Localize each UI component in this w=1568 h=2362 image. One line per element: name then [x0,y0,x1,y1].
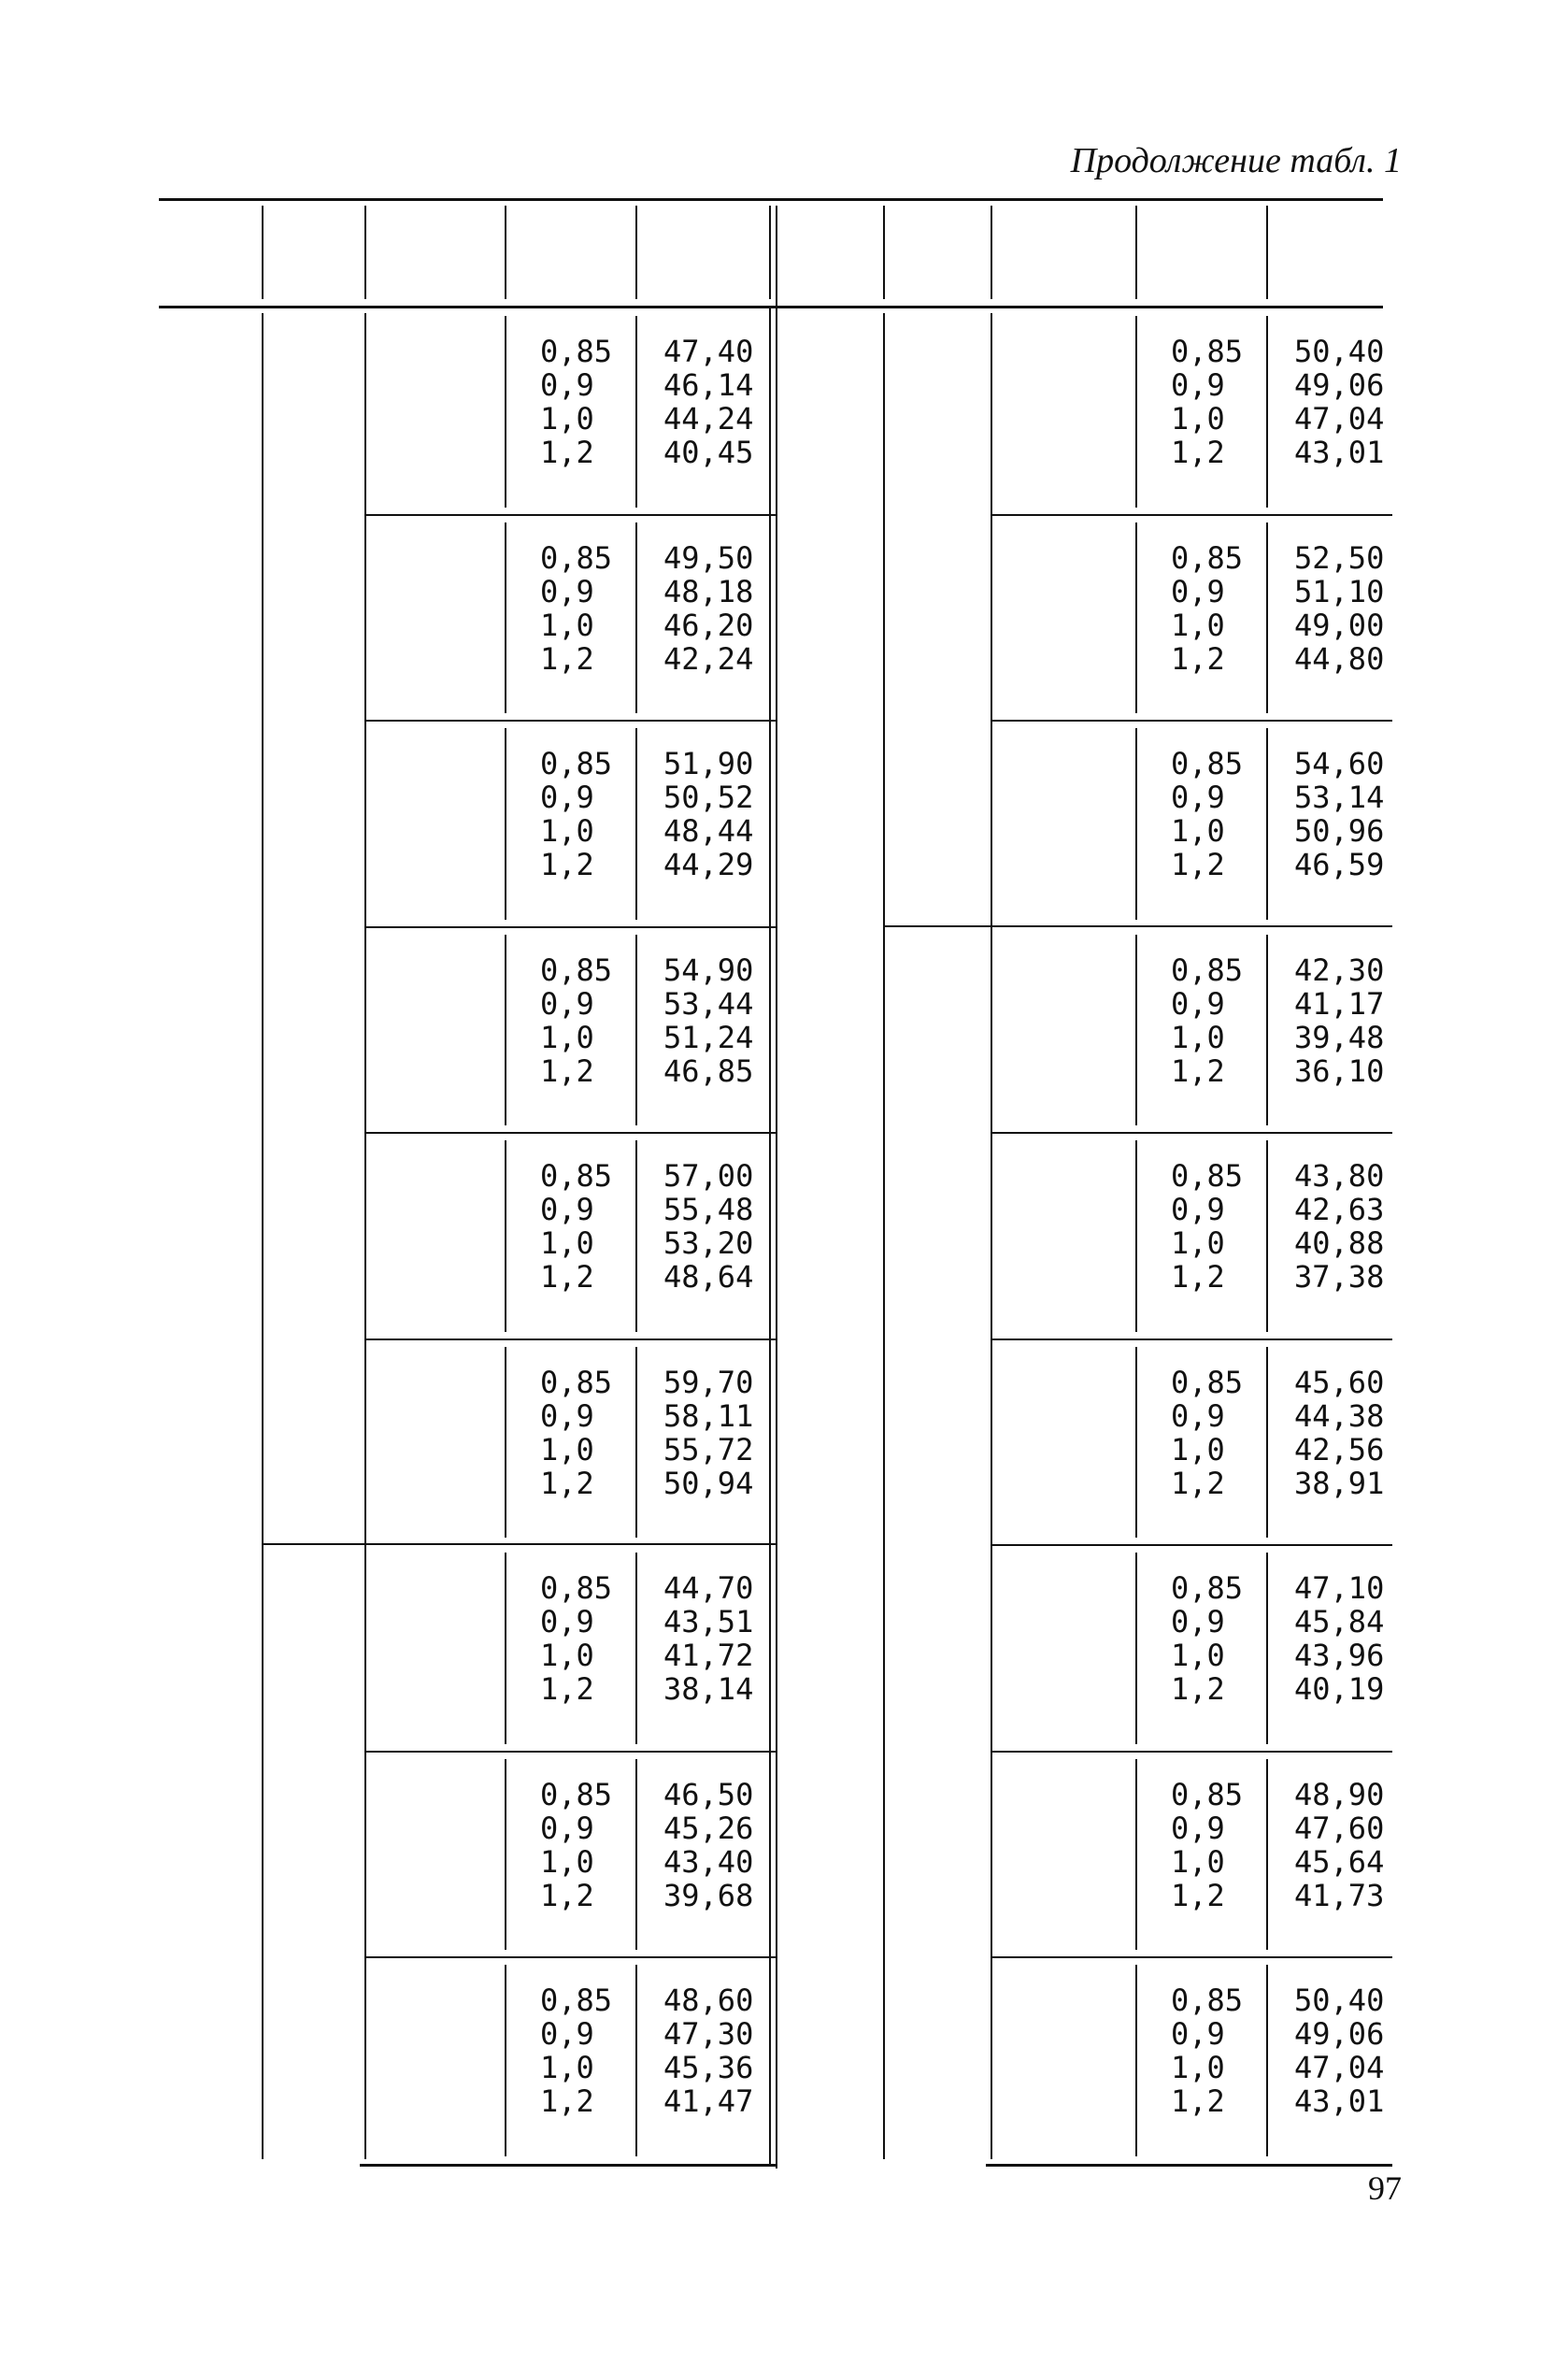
column-rule [1135,1553,1137,1744]
column-rule [1266,935,1268,1126]
qud-value: 55,48 [663,1192,754,1227]
c-value: 1,2 [540,1671,594,1707]
T-value [883,927,991,2164]
column-rule [1135,935,1137,1126]
rule-line [159,198,1383,201]
c-values [1171,1983,1243,2118]
c-value: 1,2 [540,847,594,882]
c-value: 1,0 [1171,1225,1225,1261]
c-value: 0,9 [1171,780,1225,815]
qud-value: 37,38 [1294,1259,1385,1295]
c-value: 0,9 [540,573,594,609]
header-T [883,220,991,294]
qud-value: 44,80 [1294,640,1385,677]
qud-value: 50,40 [1294,334,1385,369]
column-rule [1135,1347,1137,1539]
n-value [991,927,1135,1134]
column-rule [262,206,264,299]
column-rule [1135,728,1137,920]
qud-values [663,1159,753,1294]
c-value: 0,85 [540,1570,613,1606]
column-rule [776,206,777,2169]
qud-values [1294,747,1384,881]
column-rule [1135,206,1137,299]
c-values [540,953,612,1088]
header-T [262,220,364,294]
c-value: 1,0 [540,1843,594,1880]
column-rule [1266,206,1268,299]
header-C [505,220,635,294]
q20-value [776,308,883,2164]
c-values [540,1159,612,1294]
c-values [1171,1366,1243,1500]
qud-value: 59,70 [663,1364,754,1400]
c-value: 1,2 [540,1052,594,1089]
qud-value: 51,24 [663,1019,754,1055]
qud-value: 46,50 [663,1776,754,1812]
qud-values [1294,1778,1384,1912]
c-value: 1,0 [1171,401,1225,437]
qud-value: 42,63 [1294,1192,1385,1227]
c-value: 0,85 [1171,746,1244,781]
c-value: 1,2 [540,640,594,677]
column-rule [769,308,771,2164]
c-value: 0,9 [540,1397,594,1434]
column-rule [635,1553,637,1744]
c-value: 1,0 [540,607,594,643]
n-value [364,1957,505,2164]
qud-value: 48,90 [1294,1776,1385,1812]
qud-value: 43,80 [1294,1158,1385,1194]
qud-value: 36,10 [1294,1052,1385,1089]
c-value: 1,0 [540,813,594,849]
qud-value: 47,30 [663,2016,754,2052]
c-value: 1,2 [1171,2083,1225,2119]
column-rule [635,935,637,1126]
c-value: 0,9 [540,2016,594,2052]
qud-value: 46,59 [1294,847,1385,882]
rule-line [986,2164,1392,2167]
qud-values [663,953,753,1088]
column-rule [1266,728,1268,920]
c-value: 0,85 [540,1364,613,1400]
c-value: 1,2 [1171,435,1225,470]
n-value [991,1545,1135,1752]
c-values [1171,1571,1243,1706]
qud-value: 46,85 [663,1052,754,1089]
qud-value: 49,50 [663,539,754,576]
c-value: 1,0 [1171,813,1225,849]
qud-value: 49,00 [1294,607,1385,643]
header-n [991,220,1135,294]
c-value: 0,85 [540,952,613,988]
n-value [364,308,505,515]
n-value [364,1545,505,1752]
qud-value: 50,96 [1294,813,1385,849]
column-rule [1135,523,1137,714]
n-value [991,1133,1135,1339]
column-rule [505,728,506,920]
c-value: 0,85 [1171,1983,1244,2018]
qud-values [663,1778,753,1912]
qud-value: 38,14 [663,1671,754,1707]
qud-value: 53,14 [1294,780,1385,815]
column-rule [635,1140,637,1332]
c-values [1171,747,1243,881]
qud-value: 55,72 [663,1431,754,1467]
c-value: 0,9 [540,1604,594,1639]
column-rule [883,206,885,299]
c-value: 1,2 [1171,847,1225,882]
header-n [364,220,505,294]
c-value: 0,9 [1171,1192,1225,1227]
c-value: 1,0 [540,1638,594,1673]
qud-values [663,541,753,676]
qud-value: 53,20 [663,1225,754,1261]
c-value: 1,0 [1171,1638,1225,1673]
n-value [991,1339,1135,1546]
column-rule [1135,1140,1137,1332]
n-value [364,515,505,722]
c-values [1171,953,1243,1088]
qud-value: 53,44 [663,985,754,1022]
c-value: 0,9 [540,1192,594,1227]
c-value: 1,0 [540,1019,594,1055]
qud-values [1294,1983,1384,2118]
qud-value: 40,19 [1294,1671,1385,1707]
c-values [540,1983,612,2118]
c-value: 0,9 [540,780,594,815]
column-rule [505,1140,506,1332]
c-value: 0,9 [540,985,594,1022]
qud-value: 41,73 [1294,1877,1385,1913]
column-rule [635,1759,637,1951]
column-rule [635,1347,637,1539]
c-values [540,1778,612,1912]
c-value: 0,85 [1171,1364,1244,1400]
column-rule [635,206,637,299]
column-rule [1266,1965,1268,2156]
c-value: 1,0 [540,1225,594,1261]
qud-values [663,1983,753,2118]
qud-value: 50,94 [663,1465,754,1501]
n-value [991,1957,1135,2164]
qud-value: 42,30 [1294,952,1385,988]
c-value: 1,0 [540,401,594,437]
c-value: 0,85 [1171,539,1244,576]
c-value: 1,2 [1171,640,1225,677]
qud-values [1294,541,1384,676]
c-value: 0,85 [1171,1776,1244,1812]
qud-value: 47,04 [1294,401,1385,437]
qud-value: 41,72 [663,1638,754,1673]
header-q [635,220,766,294]
column-rule [635,1965,637,2156]
column-rule [1266,1347,1268,1539]
qud-value: 42,24 [663,640,754,677]
column-rule [635,728,637,920]
qud-value: 38,91 [1294,1465,1385,1501]
c-value: 0,85 [540,746,613,781]
qud-value: 47,60 [1294,1810,1385,1846]
qud-value: 48,64 [663,1259,754,1295]
qud-value: 43,51 [663,1604,754,1639]
qud-value: 50,40 [1294,1983,1385,2018]
column-rule [1266,1553,1268,1744]
c-values [1171,335,1243,469]
column-rule [505,523,506,714]
c-value: 1,2 [1171,1259,1225,1295]
n-value [364,721,505,927]
c-values [540,1366,612,1500]
c-values [1171,1159,1243,1294]
n-value [991,308,1135,515]
c-values [540,747,612,881]
qud-value: 39,48 [1294,1019,1385,1055]
column-rule [505,935,506,1126]
qud-values [1294,335,1384,469]
c-values [540,1571,612,1706]
qud-value: 45,64 [1294,1843,1385,1880]
qud-values [663,747,753,881]
qud-value: 46,14 [663,367,754,403]
c-value: 0,85 [1171,1570,1244,1606]
qud-value: 58,11 [663,1397,754,1434]
c-value: 0,9 [540,1810,594,1846]
n-value [364,1133,505,1339]
column-rule [1266,1140,1268,1332]
header-q [1266,220,1383,294]
qud-values [1294,953,1384,1088]
T-value [262,308,364,1545]
qud-value: 41,47 [663,2083,754,2119]
qud-value: 54,60 [1294,746,1385,781]
qud-values [1294,1571,1384,1706]
c-value: 1,2 [540,1259,594,1295]
n-value [364,927,505,1134]
c-value: 1,2 [540,435,594,470]
c-value: 1,2 [540,2083,594,2119]
qud-value: 48,44 [663,813,754,849]
column-rule [505,1553,506,1744]
qud-value: 47,04 [1294,2050,1385,2085]
rule-line [262,1543,776,1545]
T-value [262,1545,364,2164]
c-value: 1,0 [1171,1431,1225,1467]
qud-value: 41,17 [1294,985,1385,1022]
c-value: 1,2 [1171,1465,1225,1501]
qud-value: 45,36 [663,2050,754,2085]
qud-value: 44,29 [663,847,754,882]
c-value: 0,9 [1171,1810,1225,1846]
qud-value: 45,84 [1294,1604,1385,1639]
c-value: 0,9 [1171,367,1225,403]
qud-values [663,335,753,469]
qud-value: 42,56 [1294,1431,1385,1467]
qud-values [663,1571,753,1706]
c-value: 0,9 [1171,1604,1225,1639]
column-rule [769,206,771,299]
rule-line [360,2164,776,2167]
c-value: 1,2 [1171,1671,1225,1707]
c-value: 0,85 [540,1983,613,2018]
column-rule [505,206,506,299]
qud-value: 49,06 [1294,367,1385,403]
qud-values [1294,1159,1384,1294]
c-values [540,335,612,469]
column-rule [505,1347,506,1539]
qud-value: 50,52 [663,780,754,815]
c-value: 0,85 [540,1776,613,1812]
n-value [991,515,1135,722]
qud-value: 40,88 [1294,1225,1385,1261]
c-value: 1,2 [1171,1052,1225,1089]
c-value: 1,0 [540,2050,594,2085]
header-C [1135,220,1266,294]
column-rule [991,206,992,299]
qud-value: 51,10 [1294,573,1385,609]
qud-value: 39,68 [663,1877,754,1913]
T-value [883,308,991,927]
header-q20 [776,220,883,294]
c-values [540,541,612,676]
c-value: 0,9 [1171,2016,1225,2052]
c-values [1171,541,1243,676]
column-rule [505,316,506,508]
qud-value: 49,06 [1294,2016,1385,2052]
qud-value: 48,18 [663,573,754,609]
qud-value: 45,60 [1294,1364,1385,1400]
c-value: 0,85 [1171,1158,1244,1194]
c-value: 0,9 [540,367,594,403]
c-value: 0,85 [540,334,613,369]
qud-value: 40,45 [663,435,754,470]
n-value [991,1752,1135,1958]
qud-value: 43,96 [1294,1638,1385,1673]
c-value: 1,0 [1171,1019,1225,1055]
c-values [1171,1778,1243,1912]
c-value: 0,85 [1171,334,1244,369]
c-value: 0,9 [1171,985,1225,1022]
qud-value: 45,26 [663,1810,754,1846]
qud-value: 44,70 [663,1570,754,1606]
n-value [364,1752,505,1958]
c-value: 0,9 [1171,1397,1225,1434]
n-value [364,1339,505,1546]
header-q20 [159,220,262,294]
rule-line [883,925,1392,927]
qud-values [1294,1366,1384,1500]
qud-value: 51,90 [663,746,754,781]
c-value: 1,0 [1171,2050,1225,2085]
column-rule [1135,1759,1137,1951]
qud-value: 57,00 [663,1158,754,1194]
qud-value: 43,01 [1294,435,1385,470]
c-value: 0,9 [1171,573,1225,609]
q20-value [159,308,262,2164]
c-value: 0,85 [540,539,613,576]
column-rule [1266,1759,1268,1951]
qud-value: 52,50 [1294,539,1385,576]
n-value [991,721,1135,927]
c-value: 1,2 [540,1465,594,1501]
qud-values [663,1366,753,1500]
c-value: 0,85 [1171,952,1244,988]
qud-value: 43,40 [663,1843,754,1880]
column-rule [1135,316,1137,508]
qud-value: 47,40 [663,334,754,369]
column-rule [364,206,366,299]
qud-value: 46,20 [663,607,754,643]
column-rule [1266,523,1268,714]
qud-value: 44,38 [1294,1397,1385,1434]
c-value: 1,2 [1171,1877,1225,1913]
column-rule [635,523,637,714]
c-value: 0,85 [540,1158,613,1194]
column-rule [1135,1965,1137,2156]
column-rule [635,316,637,508]
page-number: 97 [1368,2169,1402,2207]
qud-value: 43,01 [1294,2083,1385,2119]
qud-value: 48,60 [663,1983,754,2018]
table-caption: Продолжение табл. 1 [1070,141,1402,180]
column-rule [1266,316,1268,508]
c-value: 1,2 [540,1877,594,1913]
qud-value: 44,24 [663,401,754,437]
column-rule [505,1759,506,1951]
qud-value: 54,90 [663,952,754,988]
c-value: 1,0 [540,1431,594,1467]
column-rule [505,1965,506,2156]
c-value: 1,0 [1171,1843,1225,1880]
c-value: 1,0 [1171,607,1225,643]
qud-value: 47,10 [1294,1570,1385,1606]
